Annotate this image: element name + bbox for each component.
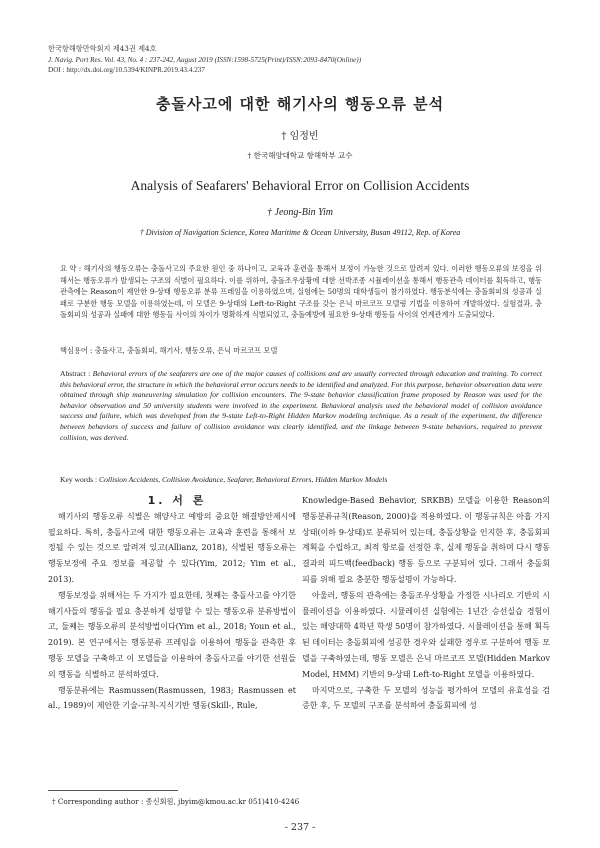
page-number: - 237 - — [284, 822, 316, 833]
keywords-en-label: Key words : — [60, 475, 98, 484]
journal-header — [48, 44, 361, 76]
journal-citation: J. Navig. Port Res. Vol. 43, No. 4 : 237-242, August 2019 (ISSN:1598-5725(Print)/ISSN:2093-8470(Online)) — [48, 55, 362, 64]
paragraph: 행동분류에는 Rasmussen(Rasmussen, 1983; Rasmussen et al., 1989)이 제안한 기술-규칙-지식기반 행동(Skill-, Rule, — [48, 685, 296, 711]
title-korean: 충돌사고에 대한 해기사의 행동오류 분석 — [155, 95, 445, 113]
abstract-en-label: Abstract : — [60, 369, 91, 378]
keywords-ko-label: 핵심용어 : — [60, 346, 93, 355]
body-column-left — [48, 493, 296, 714]
author-korean: † 임정빈 — [281, 131, 319, 142]
paragraph: 아울러, 행동의 관측에는 충돌조우상황을 가정한 시나리오 기반의 시뮬레이션을 이용하였다. 시뮬레이션 실험에는 1년간 승선실습 경험이 있는 해양대학 4학년 학생 50명이 참가하였다. 시뮬레이션을 통해 획득된 데이터는 충돌회피에 성공한 경우와 실패한 경우로 구분하여 행동 모델을 구축하였는데, 행동 모델은 은닉 마르코프 모델(Hidden Markov Model, HMM) 기반의 9-상태 Left-to-Right 모델을 이용하였다. — [302, 590, 550, 679]
body-column-right — [302, 493, 550, 714]
author-english: † Jeong-Bin Yim — [267, 207, 333, 218]
keywords-en-text: Collision Accidents, Collision Avoidance, Seafarer, Behavioral Errors, Hidden Markov Models — [99, 475, 388, 484]
paragraph: 마지막으로, 구축한 두 모델의 성능을 평가하여 모델의 유효성을 검증한 후, 두 모델의 구조를 분석하여 충돌회피에 성 — [302, 685, 550, 711]
keywords-korean — [60, 345, 542, 356]
keywords-ko-text: 충돌사고, 충돌회피, 해기사, 행동오류, 은닉 마르코프 모델 — [94, 346, 278, 355]
title-english: Analysis of Seafarers' Behavioral Error on Collision Accidents — [130, 178, 470, 193]
paragraph: 행동보정을 위해서는 두 가지가 필요한데, 첫째는 충돌사고를 야기한 해기사들의 행동을 필요 충분하게 설명할 수 있는 행동오류 분류방법이고, 둘째는 행동오류의 분석방법이다(Yim et al., 2018; Youn et al., 2019). 본 연구에서는 행동분류 프레임을 이용하여 행동을 관측한 후 행동 모델을 구축하고 이 모델들을 이용하여 충돌사고를 야기한 선원들의 행동을 식별하고 분석하였다. — [48, 590, 296, 679]
keywords-english — [60, 474, 542, 485]
journal-name-ko: 한국항해항만학회지 제43권 제4호 — [48, 44, 157, 53]
abstract-english — [60, 369, 542, 443]
footnote-divider — [48, 790, 178, 791]
affiliation-korean: † 한국해양대학교 항해학부 교수 — [247, 151, 353, 160]
abstract-korean — [60, 263, 542, 321]
section-title: 1. 서 론 — [147, 494, 207, 507]
abstract-ko-label: 요 약 : — [60, 264, 82, 273]
paragraph: Knowledge-Based Behavior, SRKBB) 모델을 이용한 Reason의 행동분류규칙(Reason, 2000)을 적용하였다. 이 행동규칙은 아홉 가지 상태(이하 9-상태)로 분류되어 있는데, 충돌상황을 인지한 후, 충돌회피 계획을 수립하고, 최적 항로를 선정한 후, 실제 행동을 취하며 다시 행동 결과의 피드백(feedback) 행동 등으로 구분되어 있다. 그래서 충돌회피를 위해 필요 충분한 행동설명이 가능하다. — [302, 496, 550, 584]
abstract-ko-text: 해기사의 행동오류는 충돌사고의 주요한 원인 중 하나이고, 교육과 훈련을 통해서 보정이 가능한 것으로 알려져 있다. 이러한 행동오류의 보정을 위해서는 행동오류가 발생되는 구조의 식별이 필요하다. 이를 위하여, 충돌조우상황에 대한 선박조종 시뮬레이션을 통해서 행동관측 데이터를 획득하고, 행동관측에는 Reason이 제안한 9-상태 행동오류 분류 프레임을 이용하였으며, 실험에는 50명의 대학생들이 참가하였다. 행동분석에는 충돌회피의 성공과 실패로 구분한 행동 모델을 이용하였는데, 이 모델은 9-상태의 Left-to-Right 구조를 갖는 은닉 마르코프 모델링 기법을 이용하여 개발하였다. 실험결과, 충돌회피의 성공과 실패에 대한 행동들 사이의 차이가 명확하게 식별되었고, 충돌예방에 필요한 9-상태 행동들 사이의 연계관계가 도출되었다. — [60, 264, 542, 319]
affiliation-english: † Division of Navigation Science, Korea Maritime & Ocean University, Busan 49112, Rep. of Korea — [139, 228, 461, 237]
abstract-en-text: Behavioral errors of the seafarers are one of the major causes of collisions and are usually corrected through education and training. To correct this behavioral error, the structure in which the behavioral error occurs needs to be identified and analyzed. For this purpose, behavior observation data were obtained through ship maneuvering simulation for collision encounters. The 9-state behavior classification frame proposed by Reason was used for the behavior observation and 50 university students were involved in the experiment. Behavioral analysis used the behavioral model of collision avoidance success and failure, which was developed from the 9-state Left-to-Right Hidden Markov modeling technique. As a result of the experiment, the difference between behaviors of success and failure of collision avoidance was clearly identified, and the linkage between 9-state behaviors, required to prevent collision, was derived. — [60, 369, 543, 442]
doi-link[interactable]: DOI : http://dx.doi.org/10.5394/KINPR.2019.43.4.237 — [48, 66, 205, 74]
paragraph: 해기사의 행동오류 식별은 해양사고 예방의 중요한 해결방안제시에 필요하다. 특히, 충돌사고에 대한 행동오류는 교육과 훈련을 통해서 보정될 수 있는 것으로 알려져 있고(Allianz, 2018), 식별된 행동오류는 행동보정에 주요 정보를 제공할 수 있다(Yim, 2012; Yim et al., 2013). — [48, 511, 296, 584]
corresponding-author-footnote: † Corresponding author : 종신회원, jbyim@kmou.ac.kr 051)410-4246 — [52, 797, 300, 806]
